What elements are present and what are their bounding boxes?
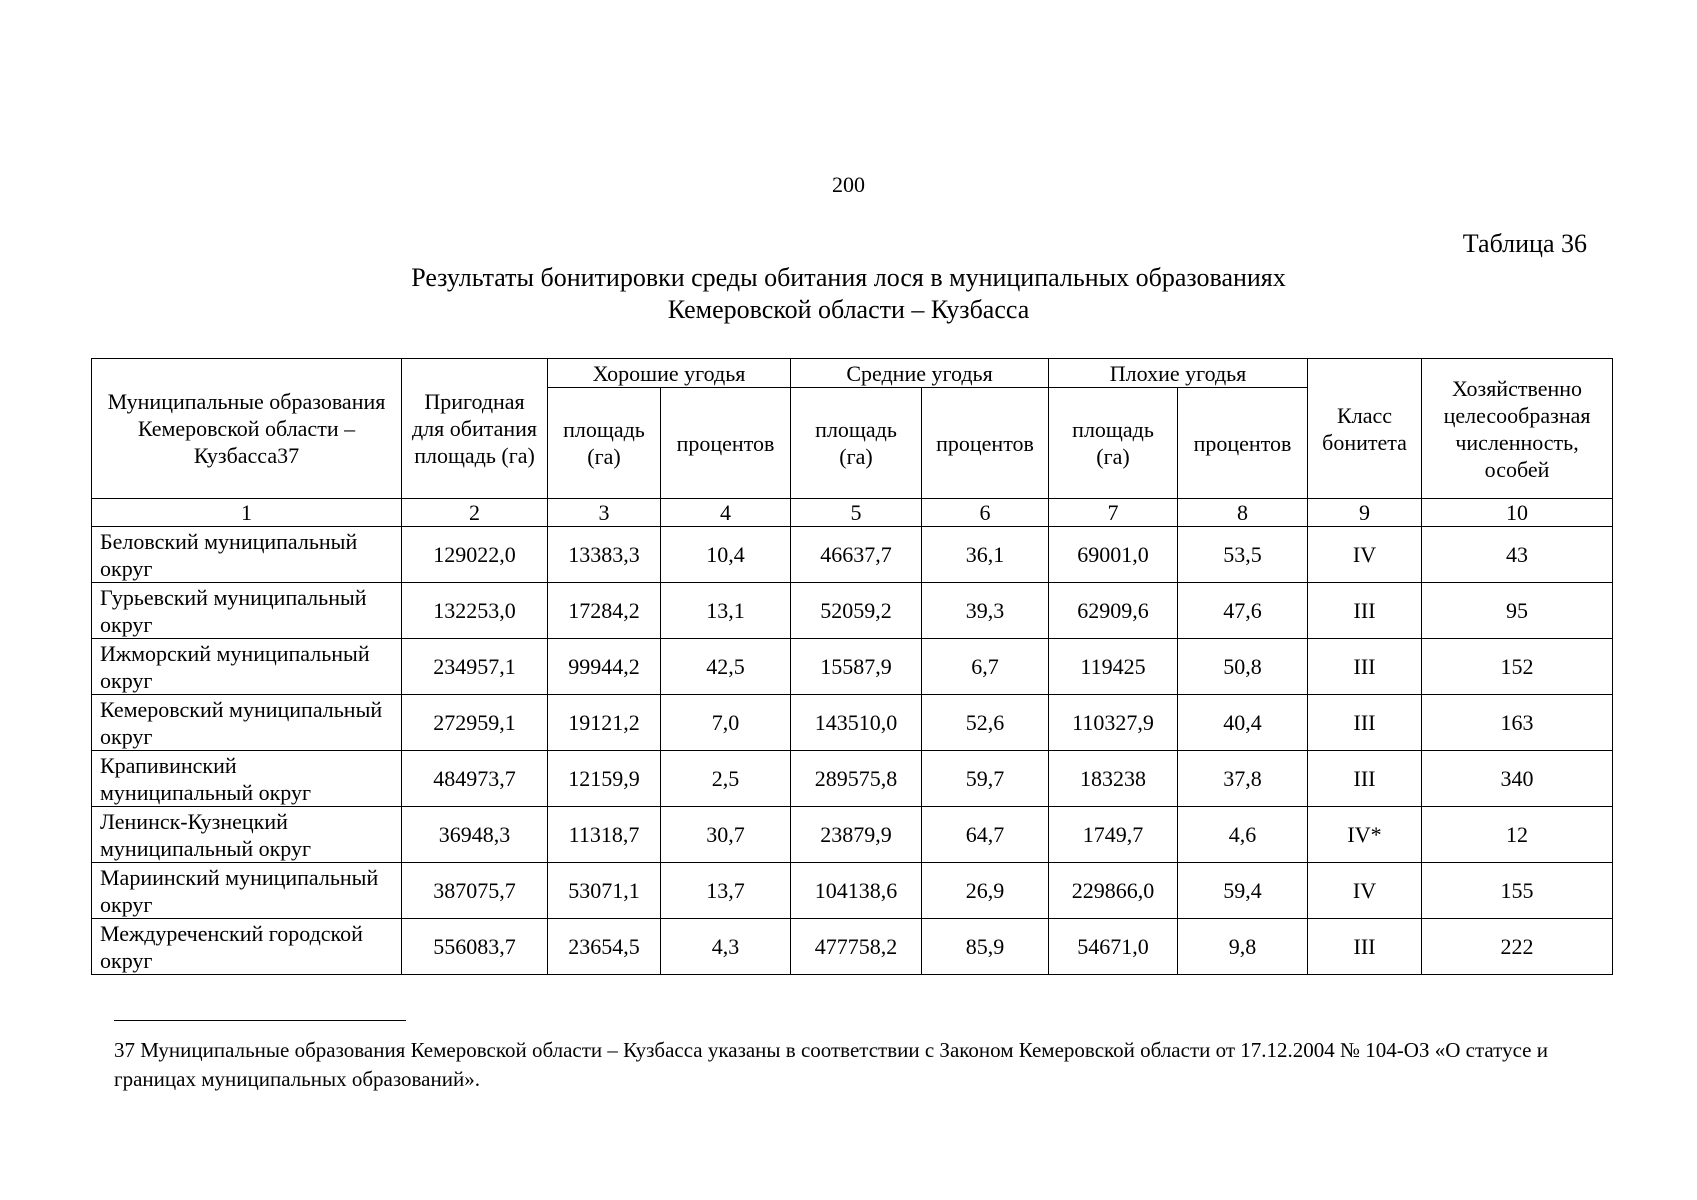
municipality-cell: Беловский муниципальный округ: [92, 527, 402, 583]
header-good-land: Хорошие угодья: [548, 359, 791, 388]
column-number: 2: [402, 499, 548, 527]
table-row: [92, 919, 1613, 975]
habitat-assessment-table: [91, 358, 1613, 975]
header-medium-area: площадь (га): [791, 388, 922, 499]
medium-area-cell: 23879,9: [791, 807, 922, 863]
medium-percent-cell: 26,9: [922, 863, 1049, 919]
footnote-divider: [114, 1020, 406, 1021]
optimal-number-cell: 340: [1422, 751, 1613, 807]
medium-percent-cell: 85,9: [922, 919, 1049, 975]
header-poor-percent: процентов: [1178, 388, 1308, 499]
medium-percent-cell: 52,6: [922, 695, 1049, 751]
good-percent-cell: 30,7: [661, 807, 791, 863]
class-cell: III: [1308, 639, 1422, 695]
good-area-cell: 99944,2: [548, 639, 661, 695]
class-cell: III: [1308, 751, 1422, 807]
column-number-row: [92, 499, 1613, 527]
header-good-percent: процентов: [661, 388, 791, 499]
medium-percent-cell: 59,7: [922, 751, 1049, 807]
medium-area-cell: 477758,2: [791, 919, 922, 975]
header-medium-percent: процентов: [922, 388, 1049, 499]
header-good-area: площадь (га): [548, 388, 661, 499]
table-row: [92, 807, 1613, 863]
table-row: [92, 639, 1613, 695]
table-row: [92, 695, 1613, 751]
poor-area-cell: 110327,9: [1049, 695, 1178, 751]
optimal-number-cell: 43: [1422, 527, 1613, 583]
column-number: 7: [1049, 499, 1178, 527]
column-number: 4: [661, 499, 791, 527]
optimal-number-cell: 12: [1422, 807, 1613, 863]
poor-area-cell: 119425: [1049, 639, 1178, 695]
good-percent-cell: 13,1: [661, 583, 791, 639]
header-row-1: [92, 359, 1613, 388]
table-row: [92, 863, 1613, 919]
poor-percent-cell: 40,4: [1178, 695, 1308, 751]
suitable-area-cell: 484973,7: [402, 751, 548, 807]
poor-percent-cell: 59,4: [1178, 863, 1308, 919]
poor-area-cell: 183238: [1049, 751, 1178, 807]
table-label: Таблица 36: [1462, 229, 1587, 258]
good-percent-cell: 7,0: [661, 695, 791, 751]
class-cell: IV: [1308, 527, 1422, 583]
municipality-cell: Кемеровский муниципальный округ: [92, 695, 402, 751]
optimal-number-cell: 163: [1422, 695, 1613, 751]
class-cell: III: [1308, 583, 1422, 639]
class-cell: III: [1308, 919, 1422, 975]
municipality-cell: Междуреченский городской округ: [92, 919, 402, 975]
medium-area-cell: 52059,2: [791, 583, 922, 639]
medium-area-cell: 289575,8: [791, 751, 922, 807]
table-title-line-2: Кемеровской области – Кузбасса: [667, 295, 1030, 324]
poor-percent-cell: 9,8: [1178, 919, 1308, 975]
poor-area-cell: 69001,0: [1049, 527, 1178, 583]
poor-percent-cell: 53,5: [1178, 527, 1308, 583]
column-number: 10: [1422, 499, 1613, 527]
good-percent-cell: 4,3: [661, 919, 791, 975]
column-number: 5: [791, 499, 922, 527]
good-area-cell: 23654,5: [548, 919, 661, 975]
poor-percent-cell: 37,8: [1178, 751, 1308, 807]
header-poor-land: Плохие угодья: [1049, 359, 1308, 388]
class-cell: III: [1308, 695, 1422, 751]
suitable-area-cell: 272959,1: [402, 695, 548, 751]
municipality-cell: Ижморский муниципальный округ: [92, 639, 402, 695]
suitable-area-cell: 387075,7: [402, 863, 548, 919]
footnote: 37 Муниципальные образования Кемеровской области – Кузбасса указаны в соответствии с Законом Кемеровской области от 17.12.2004 № 104-ОЗ «О статусе и границах муниципальных образований».: [114, 1038, 1548, 1091]
table-row: [92, 751, 1613, 807]
header-optimal-number: Хозяйственно целесообразная численность, особей: [1422, 359, 1613, 499]
poor-percent-cell: 50,8: [1178, 639, 1308, 695]
medium-percent-cell: 39,3: [922, 583, 1049, 639]
medium-percent-cell: 64,7: [922, 807, 1049, 863]
municipality-cell: Гурьевский муниципальный округ: [92, 583, 402, 639]
good-area-cell: 11318,7: [548, 807, 661, 863]
poor-area-cell: 1749,7: [1049, 807, 1178, 863]
header-medium-land: Средние угодья: [791, 359, 1049, 388]
medium-percent-cell: 36,1: [922, 527, 1049, 583]
poor-area-cell: 229866,0: [1049, 863, 1178, 919]
suitable-area-cell: 129022,0: [402, 527, 548, 583]
good-area-cell: 19121,2: [548, 695, 661, 751]
municipality-cell: Крапивинский муниципальный округ: [92, 751, 402, 807]
optimal-number-cell: 155: [1422, 863, 1613, 919]
good-area-cell: 17284,2: [548, 583, 661, 639]
page-number: 200: [832, 172, 865, 197]
optimal-number-cell: 152: [1422, 639, 1613, 695]
good-percent-cell: 10,4: [661, 527, 791, 583]
municipality-cell: Мариинский муниципальный округ: [92, 863, 402, 919]
good-percent-cell: 42,5: [661, 639, 791, 695]
suitable-area-cell: 234957,1: [402, 639, 548, 695]
table-title: [0, 262, 1697, 326]
header-class: Класс бонитета: [1308, 359, 1422, 499]
column-number: 9: [1308, 499, 1422, 527]
suitable-area-cell: 556083,7: [402, 919, 548, 975]
medium-area-cell: 104138,6: [791, 863, 922, 919]
column-number: 1: [92, 499, 402, 527]
municipality-cell: Ленинск-Кузнецкий муниципальный округ: [92, 807, 402, 863]
suitable-area-cell: 132253,0: [402, 583, 548, 639]
poor-percent-cell: 4,6: [1178, 807, 1308, 863]
good-percent-cell: 13,7: [661, 863, 791, 919]
poor-area-cell: 62909,6: [1049, 583, 1178, 639]
medium-area-cell: 15587,9: [791, 639, 922, 695]
medium-area-cell: 143510,0: [791, 695, 922, 751]
class-cell: IV*: [1308, 807, 1422, 863]
table-row: [92, 527, 1613, 583]
header-municipality: Муниципальные образования Кемеровской области – Кузбасса37: [92, 359, 402, 499]
medium-percent-cell: 6,7: [922, 639, 1049, 695]
optimal-number-cell: 95: [1422, 583, 1613, 639]
table-row: [92, 583, 1613, 639]
header-suitable-area: Пригодная для обитания площадь (га): [402, 359, 548, 499]
medium-area-cell: 46637,7: [791, 527, 922, 583]
suitable-area-cell: 36948,3: [402, 807, 548, 863]
poor-area-cell: 54671,0: [1049, 919, 1178, 975]
good-area-cell: 53071,1: [548, 863, 661, 919]
good-percent-cell: 2,5: [661, 751, 791, 807]
good-area-cell: 12159,9: [548, 751, 661, 807]
header-poor-area: площадь (га): [1049, 388, 1178, 499]
class-cell: IV: [1308, 863, 1422, 919]
optimal-number-cell: 222: [1422, 919, 1613, 975]
column-number: 8: [1178, 499, 1308, 527]
column-number: 6: [922, 499, 1049, 527]
good-area-cell: 13383,3: [548, 527, 661, 583]
table-title-line-1: Результаты бонитировки среды обитания лося в муниципальных образованиях: [411, 263, 1286, 292]
poor-percent-cell: 47,6: [1178, 583, 1308, 639]
column-number: 3: [548, 499, 661, 527]
